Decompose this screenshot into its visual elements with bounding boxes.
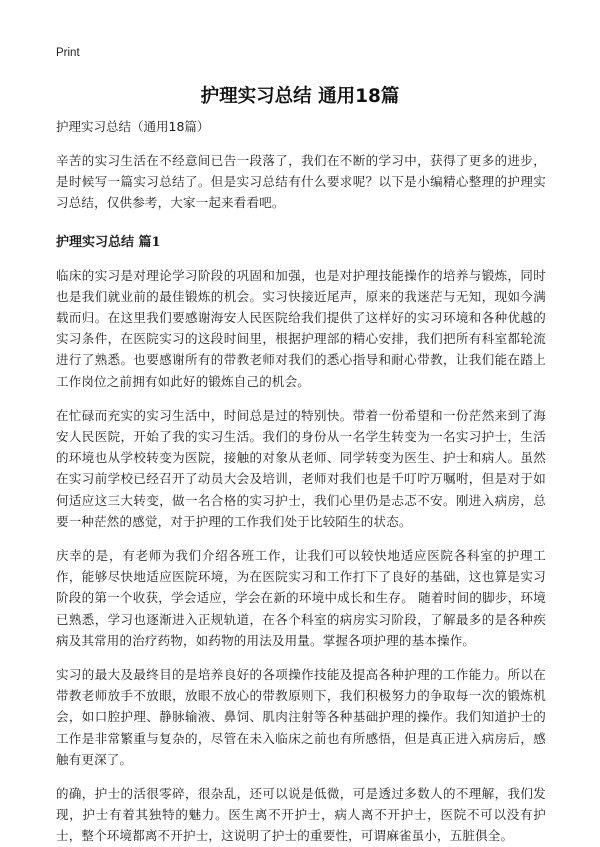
subtitle: 护理实习总结（通用18篇） [56, 119, 210, 134]
paragraph-1: 临床的实习是对理论学习阶段的巩固和加强，也是对护理技能操作的培养与锻炼，同时也是我们就业前的最佳锻炼的机会。实习快接近尾声，原来的我迷茫与无知，现如今满载而归。在这里我们要感谢海安人民医院给我们提供了这样好的实习环境和各种优越的实习条件，在医院实习的这段时间里，根据护理部的精心安排，我们把所有科室都轮流进行了熟悉。也要感谢所有的带教老师对我们的悉心指导和耐心带教，让我们能在踏上工作岗位之前拥有如此好的锻炼自己的机会。 [56, 267, 546, 389]
paragraph-3: 庆幸的是，有老师为我们介绍各班工作，让我们可以较快地适应医院各科室的护理工作，能够尽快地适应医院环境，为在医院实习和工作打下了良好的基础，这也算是实习阶段的第一个收获，学会适应，学会在新的环境中成长和生存。 随着时间的脚步，环境已熟悉，学习也逐渐进入正规轨道，在各个科室的病房实习阶段，了解最多的是各种疾病及其常用的治疗药物，如药物的用法及用量。掌握各项护理的基本操作。 [56, 548, 546, 648]
article-body [56, 117, 546, 847]
intro-paragraph: 辛苦的实习生活在不经意间已告一段落了，我们在不断的学习中，获得了更多的进步，是时候写一篇实习总结了。但是实习总结有什么要求呢？以下是小编精心整理的护理实习总结，仅供参考，大家一起来看看吧。 [56, 153, 546, 211]
paragraph-2: 在忙碌而充实的实习生活中，时间总是过的特别快。带着一份希望和一份茫然来到了海安人民医院，开始了我的实习生活。我们的身份从一名学生转变为一名实习护士，生活的环境也从学校转变为医院，接触的对象从老师、同学转变为医生、护士和病人。虽然在实习前学校已经召开了动员大会及培训，老师对我们也是千叮咛万嘱咐，但是对于如何适应这三大转变，做一名合格的实习护士，我们心里仍是忐忑不安。刚进入病房，总要一种茫然的感觉，对于护理的工作我们处于比较陌生的状态。 [56, 407, 546, 529]
page-title: 护理实习总结 通用18篇 [200, 86, 400, 107]
print-link[interactable]: Print [56, 47, 80, 59]
section-heading: 护理实习总结 篇1 [56, 234, 161, 250]
paragraph-4: 实习的最大及最终目的是培养良好的各项操作技能及提高各种护理的工作能力。所以在带教老师放手不放眼，放眼不放心的带教原则下，我们积极努力的争取每一次的锻炼机会，如口腔护理、静脉输液、鼻饲、肌肉注射等各种基础护理的操作。我们知道护士的工作是非常繁重与复杂的，尽管在未入临床之前也有所感悟，但是真正进入病房后，感触有更深了。 [56, 667, 546, 767]
paragraph-5: 的确，护士的活很零碎，很杂乱，还可以说是低微，可是透过多数人的不理解，我们发现，护士有着其独特的魅力。医生离不开护士，病人离不开护士，医院不可以没有护士，整个环境都离不开护士，这说明了护士的重要性，可谓麻雀虽小，五脏俱全。 [56, 786, 546, 844]
